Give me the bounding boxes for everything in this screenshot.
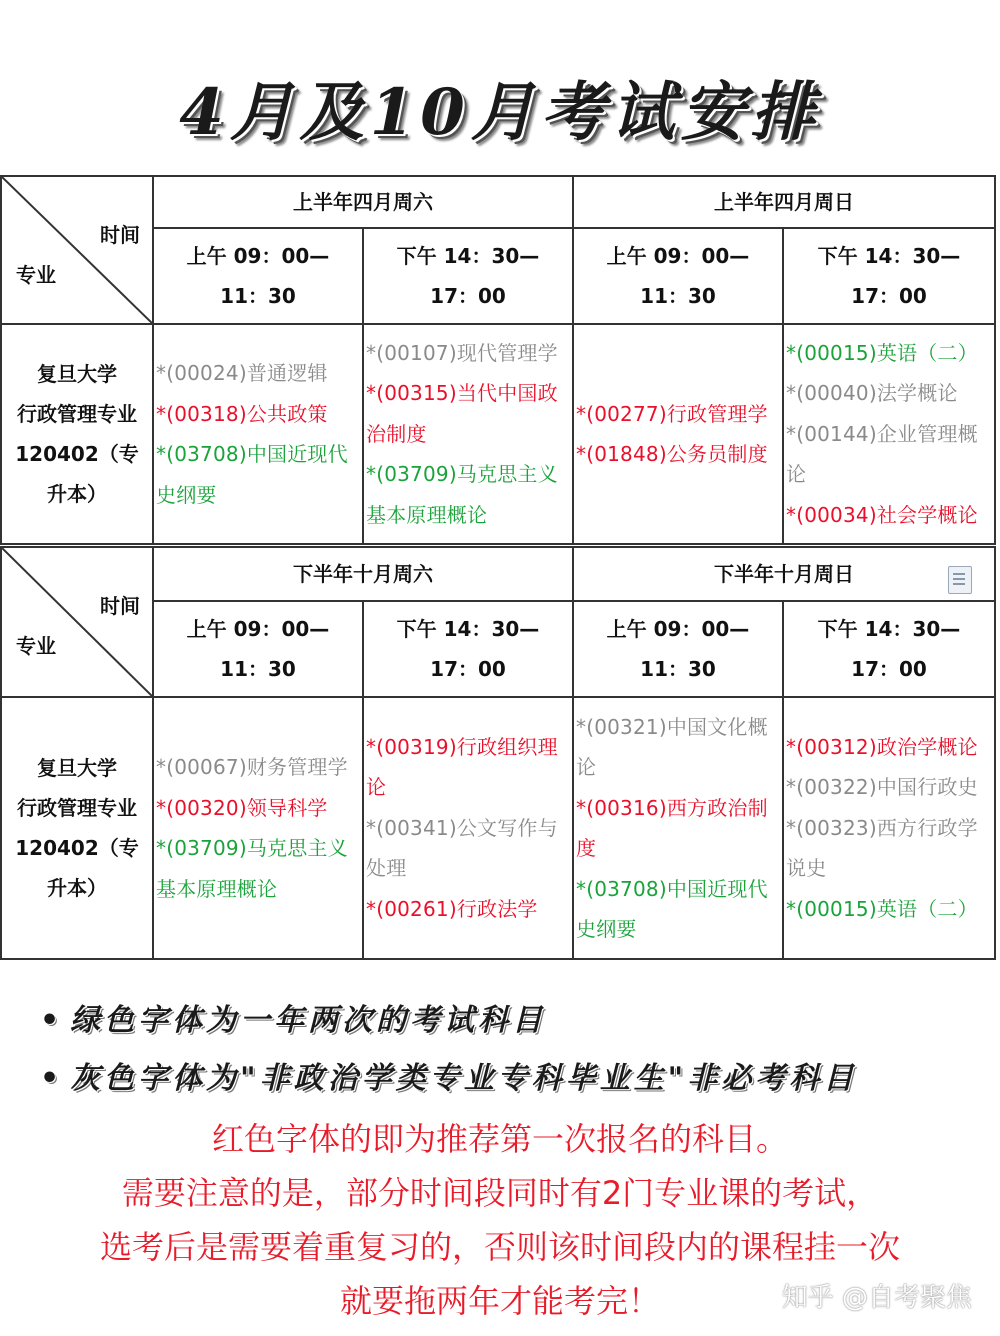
day-header: 下半年十月周六 <box>153 547 573 601</box>
schedule-table-second-half <box>0 546 996 960</box>
course-item: *(00015)英语（二） <box>786 340 978 365</box>
course-item: *(00341)公文写作与处理 <box>366 815 558 881</box>
time-slot: 上午 09：00— 11：30 <box>153 601 363 697</box>
course-cell <box>783 697 995 959</box>
course-item: *(03709)马克思主义基本原理概论 <box>156 836 348 901</box>
course-item: *(03708)中国近现代史纲要 <box>576 876 768 941</box>
course-item: *(00034)社会学概论 <box>786 502 978 527</box>
day-header: 下半年十月周日 <box>573 547 995 601</box>
time-label: 时间 <box>100 594 140 618</box>
course-item: *(03709)马克思主义基本原理概论 <box>366 462 558 527</box>
course-item: *(00024)普通逻辑 <box>156 361 328 385</box>
course-item: *(00323)西方行政学说史 <box>786 815 978 881</box>
time-slot: 下午 14：30— 17：00 <box>783 228 995 324</box>
time-slot: 下午 14：30— 17：00 <box>363 601 573 697</box>
course-item: *(00315)当代中国政治制度 <box>366 381 558 446</box>
page-title: 4月及10月考试安排 <box>179 75 821 150</box>
course-item: *(00107)现代管理学 <box>366 340 558 365</box>
course-item: *(00322)中国行政史 <box>786 775 978 800</box>
time-slot: 下午 14：30— 17：00 <box>783 601 995 697</box>
course-item: *(00144)企业管理概论 <box>786 421 978 487</box>
day-header: 上半年四月周六 <box>153 176 573 228</box>
course-item: *(00316)西方政治制度 <box>576 795 768 860</box>
course-cell <box>573 697 783 959</box>
note-green: • 绿色字体为一年两次的考试科目 <box>40 1003 546 1038</box>
course-item: *(00015)英语（二） <box>786 896 978 921</box>
schedule-table-first-half <box>0 175 996 545</box>
major-label: 专业 <box>16 263 56 287</box>
course-cell <box>363 324 573 544</box>
watermark: 知乎 @自考聚焦 <box>781 1283 972 1313</box>
course-item: *(01848)公务员制度 <box>576 442 768 466</box>
major-cell: 复旦大学 行政管理专业 120402（专 升本） <box>1 697 153 959</box>
course-cell <box>573 324 783 544</box>
course-cell <box>363 697 573 959</box>
course-item: *(00067)财务管理学 <box>156 755 348 779</box>
time-slot: 下午 14：30— 17：00 <box>363 228 573 324</box>
course-cell <box>153 324 363 544</box>
header-diagonal-cell <box>1 176 153 324</box>
course-cell <box>783 324 995 544</box>
time-slot: 上午 09：00— 11：30 <box>153 228 363 324</box>
course-item: *(00320)领导科学 <box>156 795 328 820</box>
time-slot: 上午 09：00— 11：30 <box>573 228 783 324</box>
course-cell <box>153 697 363 959</box>
header-diagonal-cell <box>1 547 153 697</box>
day-header: 上半年四月周日 <box>573 176 995 228</box>
major-cell: 复旦大学 行政管理专业 120402（专 升本） <box>1 324 153 544</box>
document-icon[interactable] <box>948 566 972 594</box>
course-item: *(00040)法学概论 <box>786 381 958 406</box>
course-item: *(00261)行政法学 <box>366 896 538 921</box>
time-label: 时间 <box>100 223 140 247</box>
red-note: 红色字体的即为推荐第一次报名的科目。 需要注意的是，部分时间段同时有2门专业课的考试， 选考后是需要着重复习的，否则该时间段内的课程挂一次 就要拖两年才能考完！ <box>99 1120 900 1320</box>
course-item: *(00318)公共政策 <box>156 401 328 426</box>
major-label: 专业 <box>16 634 56 658</box>
course-item: *(03708)中国近现代史纲要 <box>156 442 348 507</box>
time-slot: 上午 09：00— 11：30 <box>573 601 783 697</box>
course-item: *(00319)行政组织理论 <box>366 734 558 800</box>
course-item: *(00312)政治学概论 <box>786 734 978 759</box>
legend-notes <box>40 992 990 1108</box>
course-item: *(00321)中国文化概论 <box>576 714 768 779</box>
note-gray: • 灰色字体为"非政治学类专业专科毕业生"非必考科目 <box>40 1061 858 1096</box>
course-item: *(00277)行政管理学 <box>576 401 768 426</box>
